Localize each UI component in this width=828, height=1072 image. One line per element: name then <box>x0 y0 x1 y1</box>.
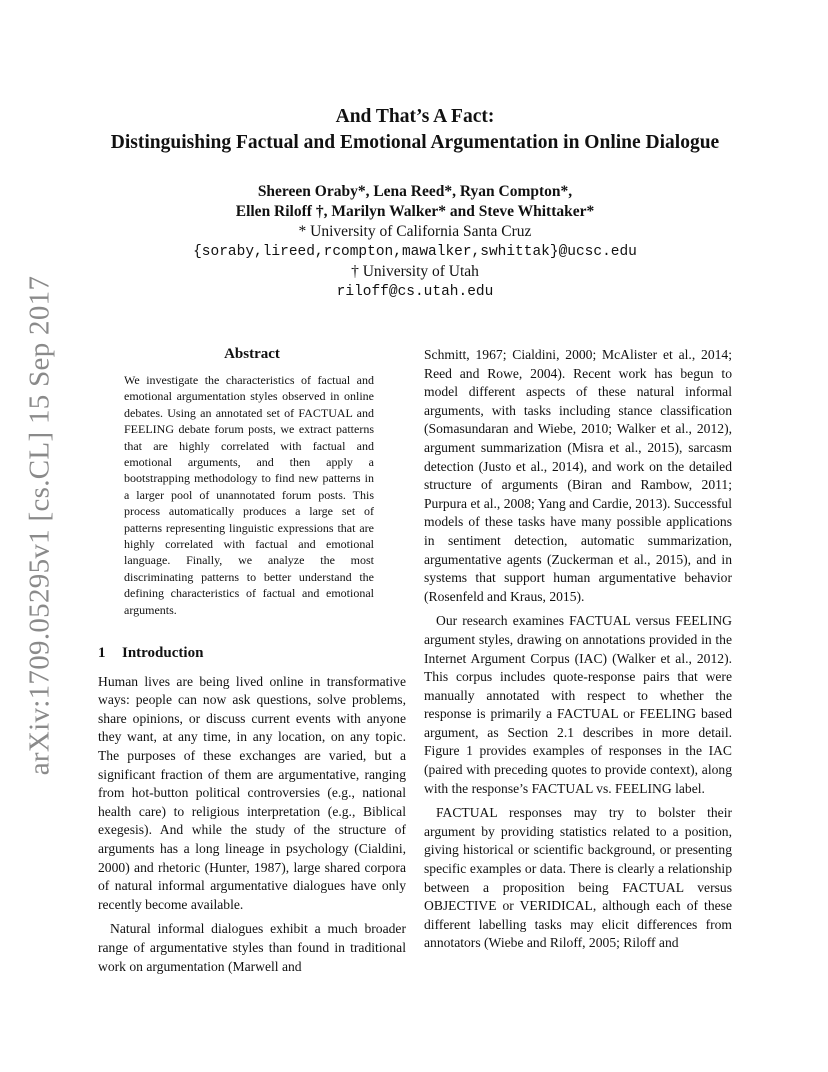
right-column <box>424 346 732 953</box>
left-column <box>98 344 406 976</box>
right-paragraph-2: Our research examines FACTUAL versus FEELING argument styles, drawing on annotations provided in the Internet Argument Corpus (IAC) (Walker et al., 2012). This corpus includes quote-response pairs that were manually annotated with respect to whether the response is primarily a FACTUAL or FEELING based argument, as Section 2.1 describes in more detail. Figure 1 provides examples of responses in the IAC (paired with preceding quotes to provide context), along with the response’s FACTUAL vs. FEELING label. <box>424 613 732 796</box>
paper-title-line-1: And That’s A Fact: <box>335 106 495 127</box>
authors-line-1: Shereen Oraby*, Lena Reed*, Ryan Compton*, <box>257 183 573 200</box>
title-block <box>90 104 740 302</box>
intro-paragraph-2: Natural informal dialogues exhibit a much broader range of argumentative styles than found in traditional work on argumentation (Marwell and <box>98 921 406 974</box>
section-title: Introduction <box>122 645 204 662</box>
email-ucsc: {soraby,lireed,rcompton,mawalker,swhittak}@ucsc.edu <box>193 244 637 260</box>
affiliation-ucsc: * University of California Santa Cruz <box>298 223 532 240</box>
author-block <box>90 182 740 302</box>
affiliation-utah: † University of Utah <box>351 263 479 280</box>
arxiv-stamp <box>22 275 58 775</box>
paper-title-line-2: Distinguishing Factual and Emotional Argumentation in Online Dialogue <box>110 132 720 153</box>
arxiv-stamp-text: arXiv:1709.05295v1 [cs.CL] 15 Sep 2017 <box>23 275 56 775</box>
email-utah: riloff@cs.utah.edu <box>336 284 494 300</box>
right-paragraph-1: Schmitt, 1967; Cialdini, 2000; McAlister et al., 2014; Reed and Rowe, 2004). Recent work has begun to model different aspects of these natural informal arguments, with tasks including stance classification (Somasundaran and Wiebe, 2010; Walker et al., 2012), argument summarization (Misra et al., 2015), sarcasm detection (Justo et al., 2014), and work on the detailed structure of arguments (Biran and Rambow, 2011; Purpura et al., 2008; Yang and Cardie, 2013). Successful models of these tasks have many possible applications in sentiment detection, automatic summarization, argumentative agents (Zuckerman et al., 2015), and in systems that support human argumentative behavior (Rosenfeld and Kraus, 2015). <box>424 347 732 604</box>
abstract-heading: Abstract <box>224 346 280 362</box>
authors-line-2: Ellen Riloff †, Marilyn Walker* and Steve Whittaker* <box>235 203 595 220</box>
section-heading-introduction <box>98 644 406 663</box>
intro-paragraph-1: Human lives are being lived online in transformative ways: people can now ask questions, solve problems, share opinions, or discuss current events with anyone they want, at any time, in any location, on any topic. The purposes of these exchanges are varied, but a significant fraction of them are argumentative, ranging from hot-button political controversies (e.g., national health care) to religious interpretation (e.g., Biblical exegesis). And while the study of the structure of arguments has a long lineage in psychology (Cialdini, 2000) and rhetoric (Hunter, 1987), large shared corpora of natural informal argumentative dialogues have only recently become available. <box>98 673 406 912</box>
right-paragraph-3: FACTUAL responses may try to bolster their argument by providing statistics related to a position, giving historical or scientific background, or presenting specific examples or data. There is clearly a relationship between a proposition being FACTUAL versus OBJECTIVE or VERIDICAL, although each of these different labelling tasks may elicit differences from annotators (Wiebe and Riloff, 2005; Riloff and <box>424 805 732 951</box>
section-number: 1 <box>98 645 106 662</box>
abstract-text: We investigate the characteristics of factual and emotional argumentation styles observed in online debates. Using an annotated set of FACTUAL and FEELING debate forum posts, we extract patterns that are highly correlated with factual and emotional arguments, and then apply a bootstrapping methodology to find new patterns in a larger pool of unannotated forum posts. This process automatically produces a large set of patterns representing linguistic expressions that are highly correlated with factual and emotional language. Finally, we analyze the most discriminating patterns to better understand the defining characteristics of factual and emotional arguments. <box>124 373 374 617</box>
